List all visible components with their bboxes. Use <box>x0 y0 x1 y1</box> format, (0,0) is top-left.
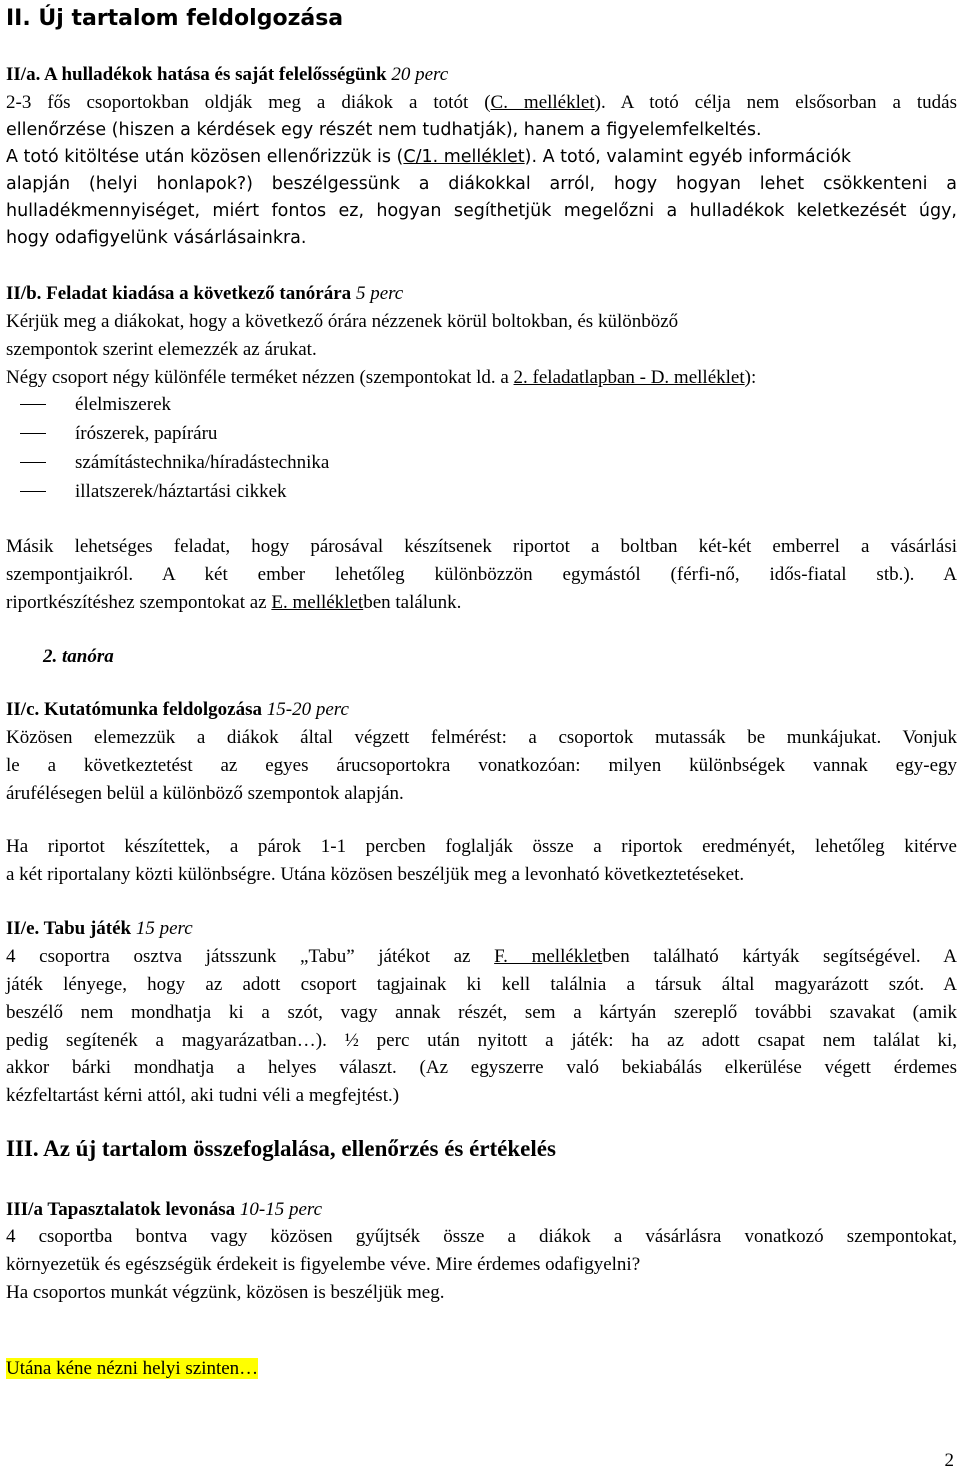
section-2e-line: pedig segítenék a magyarázatban…). ½ perc után nyitott a játék: ha az adott csapat nem találat ki, <box>6 1030 957 1051</box>
section-2e-line: 4 csoportra osztva játsszunk „Tabu” játékot az F. mellékletben található kártyák segítségével. A <box>6 946 957 967</box>
section-2a-line: hulladékmennyiséget, miért fontos ez, hogyan segíthetjük megelőzni a hulladékok keletkezését úgy, <box>6 201 957 221</box>
section-2b-line: szempontjaikról. A két ember lehetőleg különbözzön egymástól (férfi-nő, idős-fiatal stb.). A <box>6 564 957 585</box>
section-2e-line: játék lényege, hogy az adott csoport tagjainak ki kell találnia a társuk által magyarázott szót. A <box>6 974 957 995</box>
highlighted-note: Utána kéne nézni helyi szinten… <box>6 1358 259 1379</box>
section-2c-title: II/c. Kutatómunka feldolgozása 15-20 perc <box>6 699 349 720</box>
section-2c-line: Közösen elemezzük a diákok által végzett felmérést: a csoportok mutassák be munkájukat. Vonjuk <box>6 727 957 748</box>
list-item: élelmiszerek <box>75 394 172 415</box>
section-2e-line: beszélő nem mondhatja ki a szót, vagy annak részét, sem a kártyán szereplő további szavakat (amik <box>6 1002 957 1023</box>
section-2a-title: II/a. A hulladékok hatása és saját felelősségünk 20 perc <box>6 64 449 85</box>
section-2e-line: akkor bárki mondhatja a helyes választ. (Az egyszerre való bekiabálás elkerülése végett érdemes <box>6 1057 957 1078</box>
section-2a-line: 2-3 fős csoportokban oldják meg a diákok a totót (C. melléklet). A totó célja nem elsősorban a tudás <box>6 92 957 113</box>
section-2b-line: Kérjük meg a diákokat, hogy a következő órára nézzenek körül boltokban, és különböző <box>6 311 679 332</box>
section-2e-line: kézfeltartást kérni attól, aki tudni véli a megfejtést.) <box>6 1085 400 1106</box>
lesson-heading: 2. tanóra <box>43 646 114 667</box>
main-heading: II. Új tartalom feldolgozása <box>6 6 344 31</box>
section-2b-line: szempontok szerint elemezzék az árukat. <box>6 339 317 360</box>
section-3a-line: Ha csoportos munkát végzünk, közösen is beszéljük meg. <box>6 1282 445 1303</box>
list-item: számítástechnika/híradástechnika <box>75 452 330 473</box>
section-2a-line: hogy odafigyelünk vásárlásainkra. <box>6 228 307 248</box>
annex-link[interactable]: C/1. melléklet <box>403 147 525 167</box>
section-2a-line: alapján (helyi honlapok?) beszélgessünk a diákokkal arról, hogy hogyan lehet csökkenteni a <box>6 174 957 194</box>
section-2c-line: a két riportalany közti különbségre. Utána közösen beszéljük meg a levonható következtetéseket. <box>6 864 745 885</box>
section-2b-line: riportkészítéshez szempontokat az E. mellékletben találunk. <box>6 592 462 613</box>
section-3a-line: 4 csoportba bontva vagy közösen gyűjtsék össze a diákok a vásárlásra vonatkozó szempontokat, <box>6 1226 957 1247</box>
section-3-heading: III. Az új tartalom összefoglalása, ellenőrzés és értékelés <box>6 1136 556 1161</box>
section-2c-line: Ha riportot készítettek, a párok 1-1 percben foglalják össze a riportok eredményét, lehetőleg kitérve <box>6 836 957 857</box>
section-2e-title: II/e. Tabu játék 15 perc <box>6 918 193 939</box>
list-dash-icon <box>20 433 46 434</box>
section-2b-line: Másik lehetséges feladat, hogy párosával készítsenek riportot a boltban két-két emberrel a vásárlási <box>6 536 957 557</box>
list-dash-icon <box>20 491 46 492</box>
section-2c-line: árufélésegen belül a különböző szempontok alapján. <box>6 783 404 804</box>
page-number: 2 <box>944 1450 954 1471</box>
section-2b-title: II/b. Feladat kiadása a következő tanórára 5 perc <box>6 283 404 304</box>
section-3a-title: III/a Tapasztalatok levonása 10-15 perc <box>6 1199 323 1220</box>
list-item: illatszerek/háztartási cikkek <box>75 481 287 502</box>
annex-link[interactable]: F. melléklet <box>494 946 603 967</box>
worksheet-link[interactable]: 2. feladatlapban - D. melléklet <box>513 367 745 388</box>
section-3a-line: környezetük és egészségük érdekeit is figyelembe véve. Mire érdemes odafigyelni? <box>6 1254 641 1275</box>
section-2c-line: le a következtetést az egyes árucsoportokra vonatkozóan: milyen különbségek vannak egy-egy <box>6 755 957 776</box>
list-dash-icon <box>20 404 46 405</box>
annex-link[interactable]: C. melléklet <box>490 92 595 113</box>
list-item: írószerek, papíráru <box>75 423 218 444</box>
section-2a-line: ellenőrzése (hiszen a kérdések egy részét nem tudhatják), hanem a figyelemfelkeltés. <box>6 120 762 140</box>
list-dash-icon <box>20 462 46 463</box>
section-2b-line: Négy csoport négy különféle terméket nézzen (szempontokat ld. a 2. feladatlapban - D. melléklet): <box>6 367 757 388</box>
section-2a-line: A totó kitöltése után közösen ellenőrizzük is (C/1. melléklet). A totó, valamint egyéb információk <box>6 147 851 167</box>
annex-link[interactable]: E. melléklet <box>271 592 364 613</box>
